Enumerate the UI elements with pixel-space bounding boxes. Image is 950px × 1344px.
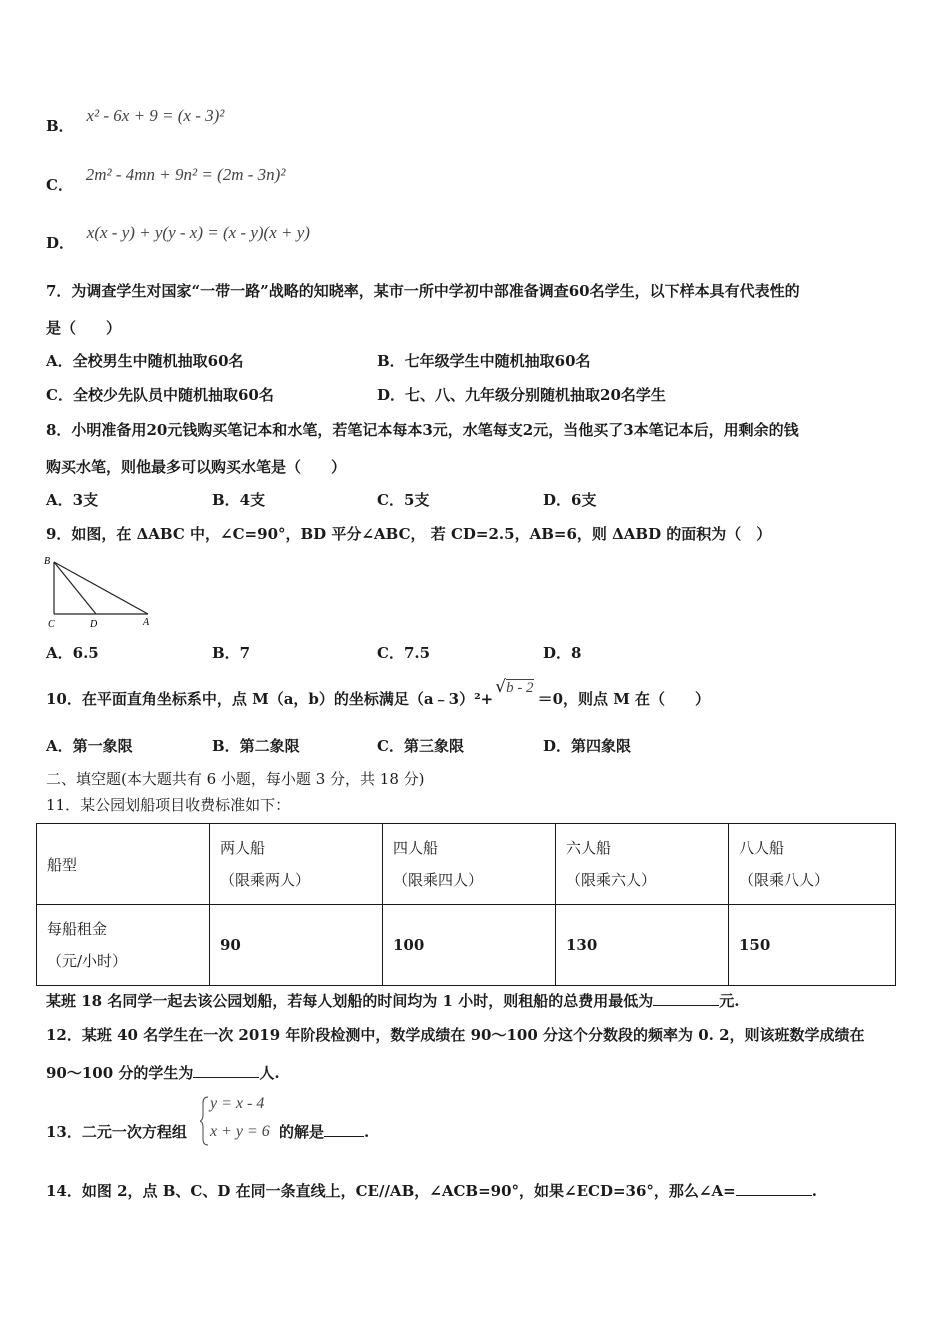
q6-option-b [46, 105, 225, 135]
boat-name: 八人船 [739, 839, 785, 857]
q7-option-d: D．七、八、九年级分别随机抽取20名学生 [377, 386, 666, 404]
answer-blank[interactable] [736, 1195, 812, 1196]
equation-2: x + y = 6 [210, 1123, 270, 1140]
q7-stem-line1: 7．为调查学生对国家“一带一路”战略的知晓率，某市一所中学初中部准备调查60名学生，以下样本具有代表性的 [46, 282, 800, 300]
table-row [37, 824, 896, 905]
q10-suffix: ＝0，则点 M 在（ ） [537, 690, 711, 708]
option-label: B． [46, 117, 74, 135]
equation-1: y = x - 4 [210, 1095, 265, 1112]
q13-question [279, 1121, 369, 1142]
table-cell [210, 824, 383, 905]
q13-equation-system [200, 1095, 280, 1147]
q7-option-a: A．全校男生中随机抽取60名 [46, 352, 244, 370]
boat-name: 两人船 [220, 839, 266, 857]
table-cell [383, 824, 556, 905]
rent-label: 每船租金 [47, 920, 108, 938]
option-label: D． [46, 234, 75, 252]
q8-stem-line1: 8．小明准备用20元钱购买笔记本和水笔，若笔记本每本3元，水笔每支2元，当他买了3本笔记本后，用剩余的钱 [46, 421, 799, 439]
q7-stem-line2: 是（ ） [46, 319, 122, 337]
option-label: C． [46, 176, 73, 194]
q10-radical: √b - 2 [495, 677, 534, 697]
table-cell: 100 [383, 905, 556, 986]
table-header-cell [37, 905, 210, 986]
boat-type-label: 船型 [47, 855, 78, 874]
q14-text: 14．如图 2，点 B、C、D 在同一条直线上，CE//AB，∠ACB=90°，如果∠ECD=36°，那么∠A= [46, 1182, 736, 1200]
label-b: B [44, 556, 51, 567]
table-header-cell [37, 824, 210, 905]
q12-line2-end: 人. [259, 1064, 280, 1082]
table-cell [556, 824, 729, 905]
answer-blank[interactable] [653, 1005, 719, 1006]
q11-question-text: 某班 18 名同学一起去该公园划船，若每人划船的时间均为 1 小时，则租船的总费用最低为 [46, 992, 654, 1010]
q6-option-d [46, 222, 310, 252]
table-cell: 130 [556, 905, 729, 986]
boat-fee-table [36, 823, 896, 986]
rent-unit: （元/小时） [47, 952, 128, 970]
table-cell [729, 824, 896, 905]
boat-name: 四人船 [393, 839, 439, 857]
segment-bd [54, 562, 96, 614]
table-cell: 90 [210, 905, 383, 986]
q8-option-a: A．3支 [46, 491, 99, 509]
q8-option-c: C．5支 [377, 491, 430, 509]
formula: x(x - y) + y(y - x) = (x - y)(x + y) [86, 223, 310, 242]
q12-stem-line1: 12．某班 40 名学生在一次 2019 年阶段检测中，数学成绩在 90～100 分这个分数段的频率为 0. 2，则该班数学成绩在 [46, 1026, 865, 1044]
label-c: C [48, 619, 55, 630]
q9-option-a: A．6.5 [46, 644, 99, 662]
q7-option-c: C．全校少先队员中随机抽取60名 [46, 386, 274, 404]
q9-option-c: C．7.5 [377, 644, 431, 662]
q11-stem: 11．某公园划船项目收费标准如下： [46, 796, 291, 814]
q9-stem: 9．如图，在 ΔABC 中，∠C=90°，BD 平分∠ABC， 若 CD=2.5，AB=6，则 ΔABD 的面积为（ ） [46, 525, 772, 543]
q7-option-b: B．七年级学生中随机抽取60名 [377, 352, 591, 370]
q10-radicand: b - 2 [506, 680, 534, 696]
label-d: D [90, 619, 98, 630]
q10-option-d: D．第四象限 [543, 737, 632, 755]
q9-option-b: B．7 [212, 644, 251, 662]
q9-option-d: D．8 [543, 644, 582, 662]
q12-line2-text: 90～100 分的学生为 [46, 1064, 194, 1082]
boat-name: 六人船 [566, 839, 612, 857]
boat-limit: （限乘八人） [739, 871, 830, 889]
q13-suffix: 的解是 [279, 1123, 325, 1141]
segment-ba [54, 562, 148, 614]
boat-limit: （限乘六人） [566, 871, 657, 889]
brace-icon [200, 1095, 210, 1147]
q6-option-c [46, 164, 286, 194]
formula: 2m² - 4mn + 9n² = (2m - 3n)² [85, 165, 286, 184]
q13-prefix: 13．二元一次方程组 [46, 1123, 187, 1141]
q10-option-b: B．第二象限 [212, 737, 300, 755]
boat-limit: （限乘四人） [393, 871, 484, 889]
section-heading-fill-in: 二、填空题(本大题共有 6 小题，每小题 3 分，共 18 分) [46, 770, 425, 788]
q10-prefix: 10．在平面直角坐标系中，点 M（a，b）的坐标满足（a﹣3）²+ [46, 690, 494, 708]
answer-blank[interactable] [324, 1136, 364, 1137]
table-cell: 150 [729, 905, 896, 986]
q11-question-end: 元. [719, 992, 740, 1010]
q8-option-b: B．4支 [212, 491, 266, 509]
label-a: A [143, 617, 150, 628]
q8-stem-line2: 购买水笔，则他最多可以购买水笔是（ ） [46, 458, 347, 476]
boat-limit: （限乘两人） [220, 871, 311, 889]
q9-triangle-figure [40, 552, 160, 630]
table-row [37, 905, 896, 986]
q10-option-a: A．第一象限 [46, 737, 133, 755]
q10-stem [46, 677, 711, 709]
q10-option-c: C．第三象限 [377, 737, 464, 755]
q14-stem [46, 1180, 817, 1201]
answer-blank[interactable] [193, 1077, 259, 1078]
formula: x² - 6x + 9 = (x - 3)² [86, 106, 225, 125]
q8-option-d: D．6支 [543, 491, 597, 509]
q14-end: . [811, 1182, 817, 1200]
q11-question [46, 990, 739, 1011]
q12-stem-line2 [46, 1062, 280, 1083]
q13-end: . [364, 1123, 370, 1141]
